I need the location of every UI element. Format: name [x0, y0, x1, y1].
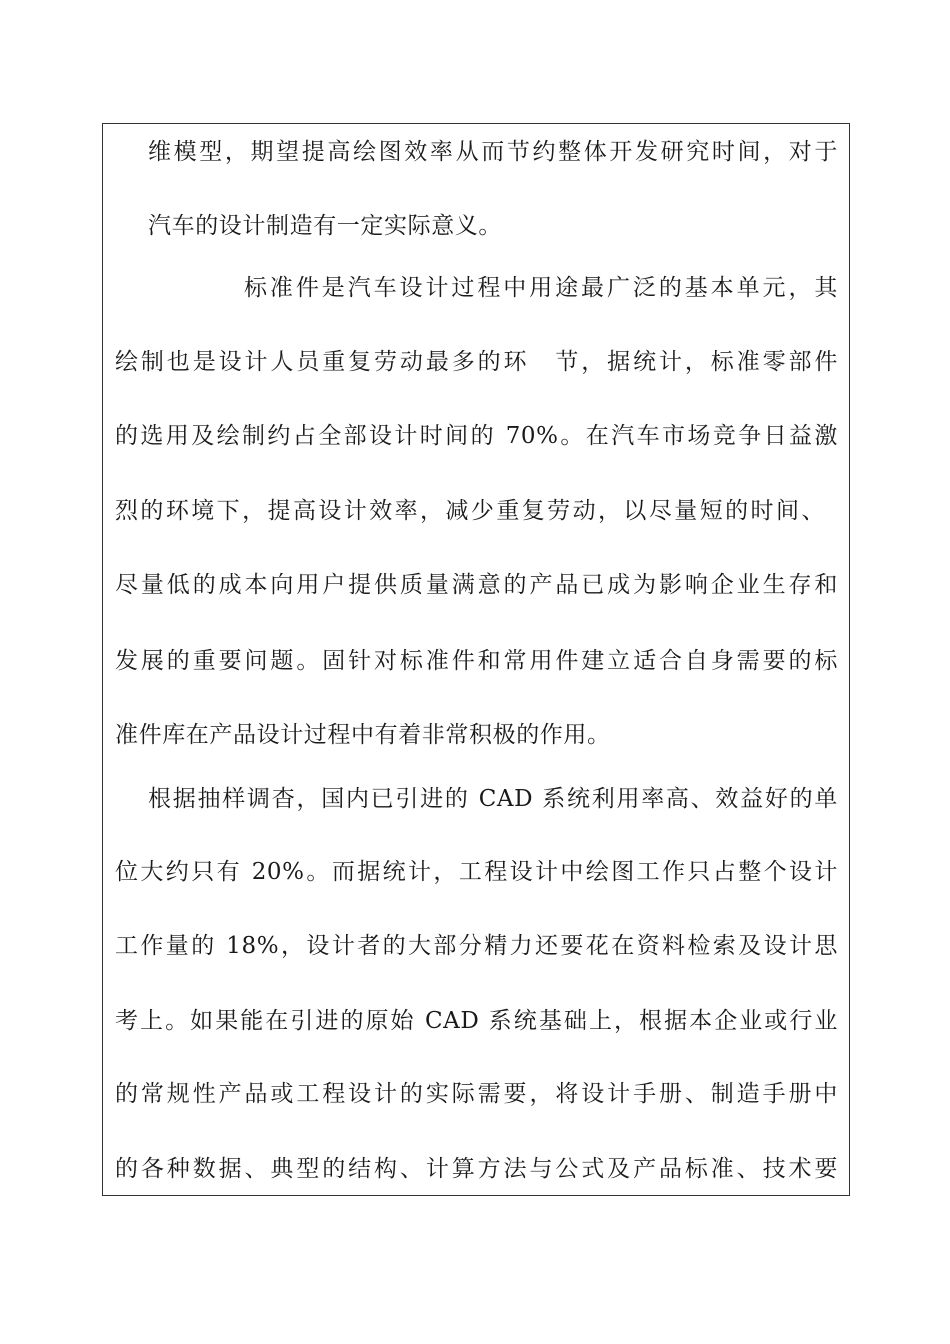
- text-line: 烈的环境下，提高设计效率，减少重复劳动，以尽量短的时间、: [115, 498, 825, 524]
- text-line: 绘制也是设计人员重复劳动最多的环 节，据统计，标准零部件: [115, 349, 838, 375]
- text-line: 汽车的设计制造有一定实际意义。: [148, 213, 502, 239]
- text-line: 发展的重要问题。固针对标准件和常用件建立适合自身需要的标: [115, 648, 838, 674]
- text-line: 维模型，期望提高绘图效率从而节约整体开发研究时间，对于: [148, 139, 838, 165]
- text-line: 的常规性产品或工程设计的实际需要，将设计手册、制造手册中: [115, 1081, 838, 1107]
- text-line: 的选用及绘制约占全部设计时间的 70%。在汽车市场竞争日益激: [115, 423, 838, 449]
- text-line: 根据抽样调杳，国内已引进的 CAD 系统利用率高、效益好的单: [148, 786, 838, 812]
- text-line: 考上。如果能在引进的原始 CAD 系统基础上，根据本企业或行业: [115, 1008, 838, 1034]
- text-line: 位大约只有 20%。而据统计，工程设计中绘图工作只占整个设计: [115, 859, 838, 885]
- text-line: 尽量低的成本向用户提供质量满意的产品已成为影响企业生存和: [115, 572, 838, 598]
- text-line: 准件库在产品设计过程中有着非常积极的作用。: [115, 722, 611, 748]
- text-line: 的各种数据、典型的结构、计算方法与公式及产品标准、技术要: [115, 1156, 838, 1182]
- text-line: 工作量的 18%，设计者的大部分精力还要花在资料检索及设计思: [115, 933, 838, 959]
- text-line: 标准件是汽车设计过程中用途最广泛的基本单元，其: [244, 275, 838, 301]
